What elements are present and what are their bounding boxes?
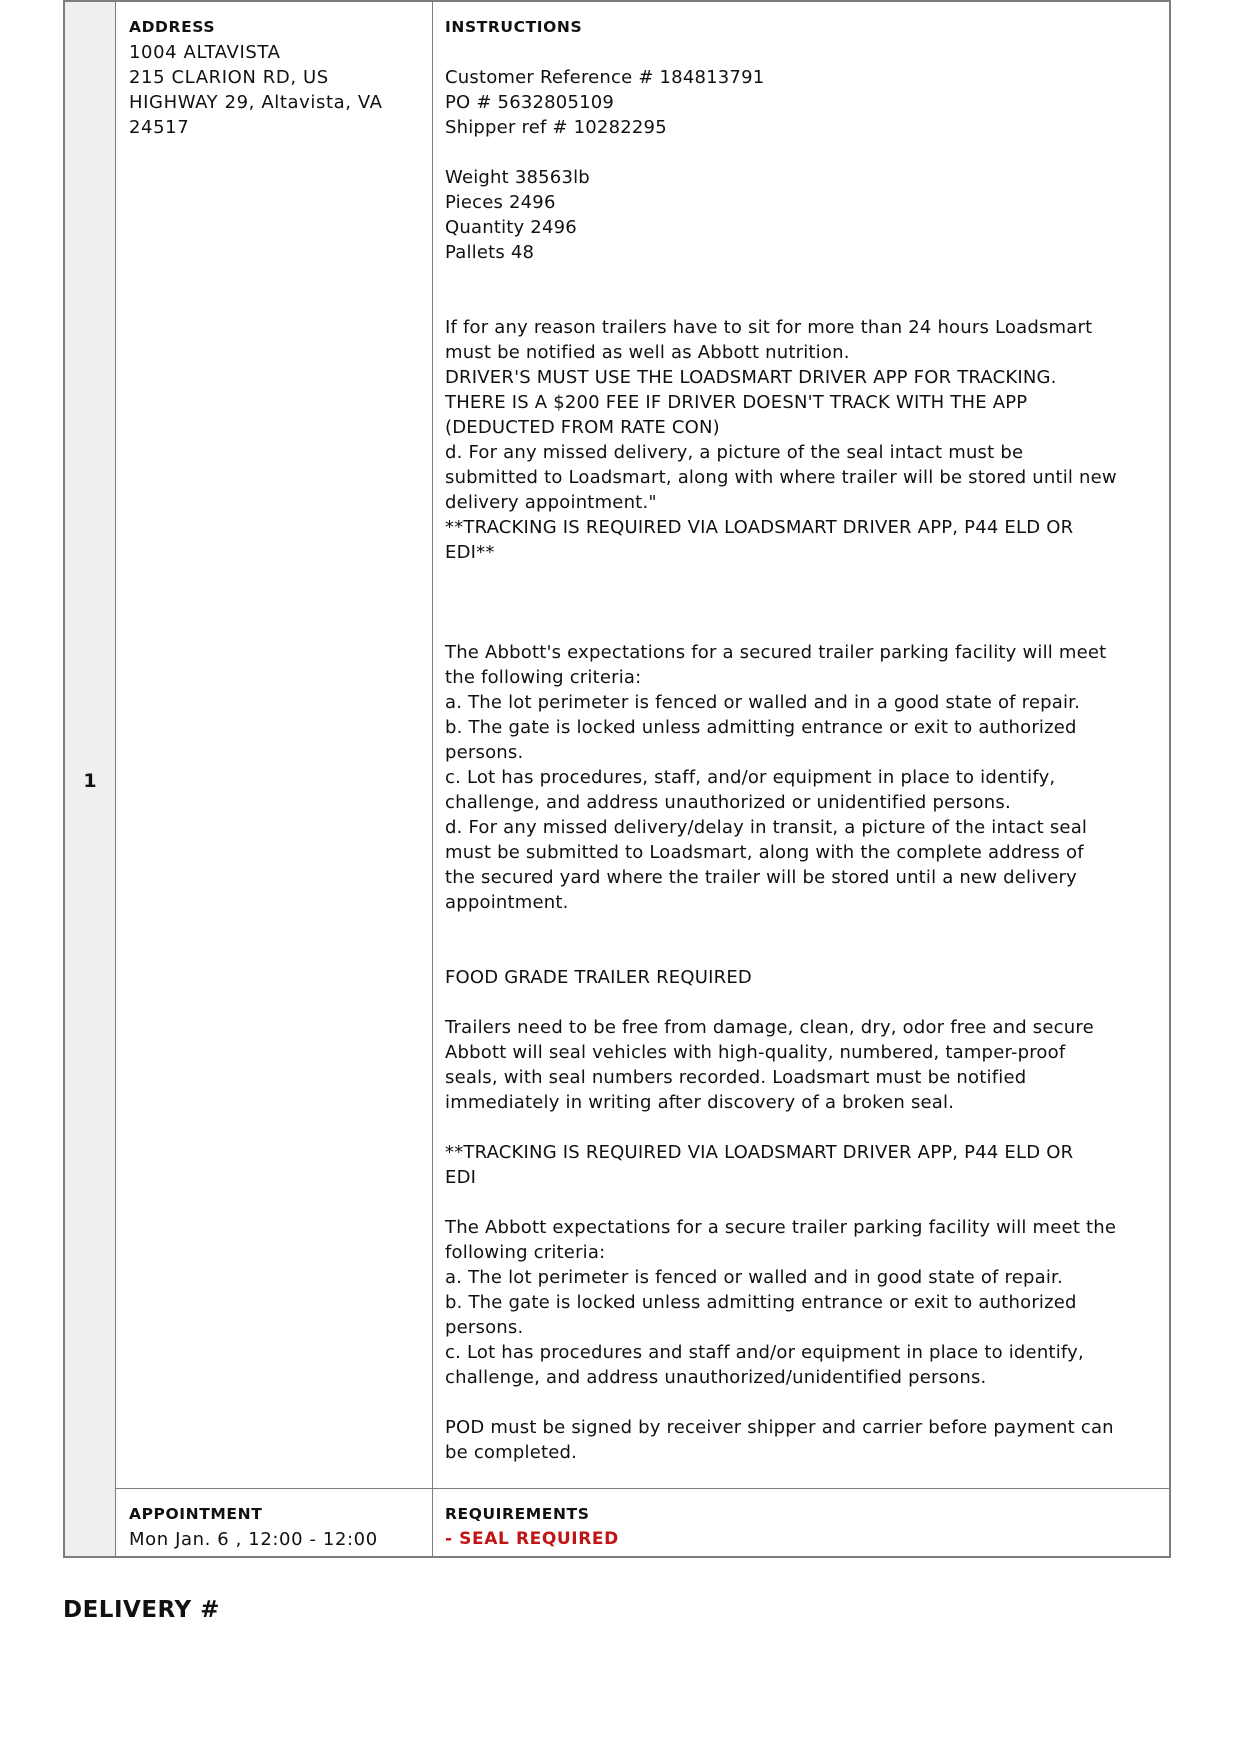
instruction-line: challenge, and address unauthorized or unidentified persons. [445, 792, 1011, 813]
blank-line [445, 990, 1169, 1015]
address-label: ADDRESS [129, 18, 216, 36]
instruction-line: c. Lot has procedures and staff and/or equipment in place to identify, [445, 1342, 1084, 1363]
stop-number-column [65, 2, 116, 1556]
instruction-line: Pallets 48 [445, 242, 535, 263]
instruction-line: **TRACKING IS REQUIRED VIA LOADSMART DRIVER APP, P44 ELD OR [445, 1142, 1074, 1163]
instruction-line: persons. [445, 1317, 524, 1338]
instruction-line: EDI** [445, 542, 495, 563]
instruction-line: must be submitted to Loadsmart, along with the complete address of [445, 842, 1084, 863]
instruction-line: c. Lot has procedures, staff, and/or equipment in place to identify, [445, 767, 1056, 788]
instruction-line: the following criteria: [445, 667, 642, 688]
instruction-line: Quantity 2496 [445, 217, 577, 238]
blank-line [445, 940, 1169, 965]
instruction-line: POD must be signed by receiver shipper and carrier before payment can [445, 1417, 1114, 1438]
appointment-row [116, 1488, 1169, 1556]
instruction-line: FOOD GRADE TRAILER REQUIRED [445, 967, 752, 988]
blank-line [445, 590, 1169, 615]
instruction-line: Pieces 2496 [445, 192, 556, 213]
blank-line [445, 265, 1169, 290]
blank-line [445, 40, 1169, 65]
address-lines [129, 40, 432, 140]
instruction-line: Trailers need to be free from damage, clean, dry, odor free and secure [445, 1017, 1094, 1038]
instruction-line: Weight 38563lb [445, 167, 590, 188]
blank-line [445, 1190, 1169, 1215]
instruction-line: DRIVER'S MUST USE THE LOADSMART DRIVER APP FOR TRACKING. [445, 367, 1057, 388]
instruction-line: The Abbott's expectations for a secured trailer parking facility will meet [445, 642, 1107, 663]
instruction-line: b. The gate is locked unless admitting entrance or exit to authorized [445, 717, 1077, 738]
instruction-line: following criteria: [445, 1242, 606, 1263]
address-line: 24517 [129, 117, 190, 138]
address-cell [116, 2, 433, 1488]
instruction-line: If for any reason trailers have to sit for more than 24 hours Loadsmart [445, 317, 1093, 338]
address-line: 1004 ALTAVISTA [129, 42, 281, 63]
instruction-line: must be notified as well as Abbott nutrition. [445, 342, 850, 363]
instruction-line: submitted to Loadsmart, along with where trailer will be stored until new [445, 467, 1117, 488]
instructions-label: INSTRUCTIONS [445, 18, 583, 36]
instruction-line: a. The lot perimeter is fenced or walled and in a good state of repair. [445, 692, 1081, 713]
instruction-line: appointment. [445, 892, 569, 913]
requirements-cell [433, 1489, 1169, 1556]
address-line: HIGHWAY 29, Altavista, VA [129, 92, 383, 113]
instruction-line: **TRACKING IS REQUIRED VIA LOADSMART DRIVER APP, P44 ELD OR [445, 517, 1074, 538]
instruction-line: the secured yard where the trailer will be stored until a new delivery [445, 867, 1078, 888]
instruction-line: EDI [445, 1167, 477, 1188]
delivery-section-heading: DELIVERY # [63, 1597, 220, 1623]
instruction-line: PO # 5632805109 [445, 92, 615, 113]
stop-table [63, 0, 1171, 1558]
blank-line [445, 290, 1169, 315]
stop-number: 1 [83, 770, 97, 792]
blank-line [445, 140, 1169, 165]
address-line: 215 CLARION RD, US [129, 67, 329, 88]
instruction-line: (DEDUCTED FROM RATE CON) [445, 417, 720, 438]
instructions-text [445, 40, 1169, 1465]
instruction-line: Customer Reference # 184813791 [445, 67, 765, 88]
instruction-line: Abbott will seal vehicles with high-quality, numbered, tamper-proof [445, 1042, 1066, 1063]
instruction-line: d. For any missed delivery/delay in transit, a picture of the intact seal [445, 817, 1088, 838]
appointment-cell [116, 1489, 433, 1556]
requirements-label: REQUIREMENTS [445, 1505, 590, 1523]
blank-line [445, 565, 1169, 590]
blank-line [445, 1115, 1169, 1140]
appointment-label: APPOINTMENT [129, 1505, 263, 1523]
blank-line [445, 1390, 1169, 1415]
instruction-line: THERE IS A $200 FEE IF DRIVER DOESN'T TRACK WITH THE APP [445, 392, 1028, 413]
instruction-line: The Abbott expectations for a secure trailer parking facility will meet the [445, 1217, 1117, 1238]
instruction-line: persons. [445, 742, 524, 763]
blank-line [445, 915, 1169, 940]
requirement-seal: - SEAL REQUIRED [445, 1529, 619, 1549]
instruction-line: challenge, and address unauthorized/unidentified persons. [445, 1367, 987, 1388]
instruction-line: be completed. [445, 1442, 578, 1463]
instruction-line: Shipper ref # 10282295 [445, 117, 667, 138]
blank-line [445, 615, 1169, 640]
instruction-line: d. For any missed delivery, a picture of the seal intact must be [445, 442, 1024, 463]
instruction-line: immediately in writing after discovery of a broken seal. [445, 1092, 955, 1113]
instruction-line: delivery appointment." [445, 492, 657, 513]
appointment-value: Mon Jan. 6 , 12:00 - 12:00 [129, 1529, 378, 1550]
instruction-line: a. The lot perimeter is fenced or walled and in good state of repair. [445, 1267, 1063, 1288]
instructions-cell [433, 2, 1169, 1488]
instruction-line: seals, with seal numbers recorded. Loadsmart must be notified [445, 1067, 1027, 1088]
instruction-line: b. The gate is locked unless admitting entrance or exit to authorized [445, 1292, 1077, 1313]
